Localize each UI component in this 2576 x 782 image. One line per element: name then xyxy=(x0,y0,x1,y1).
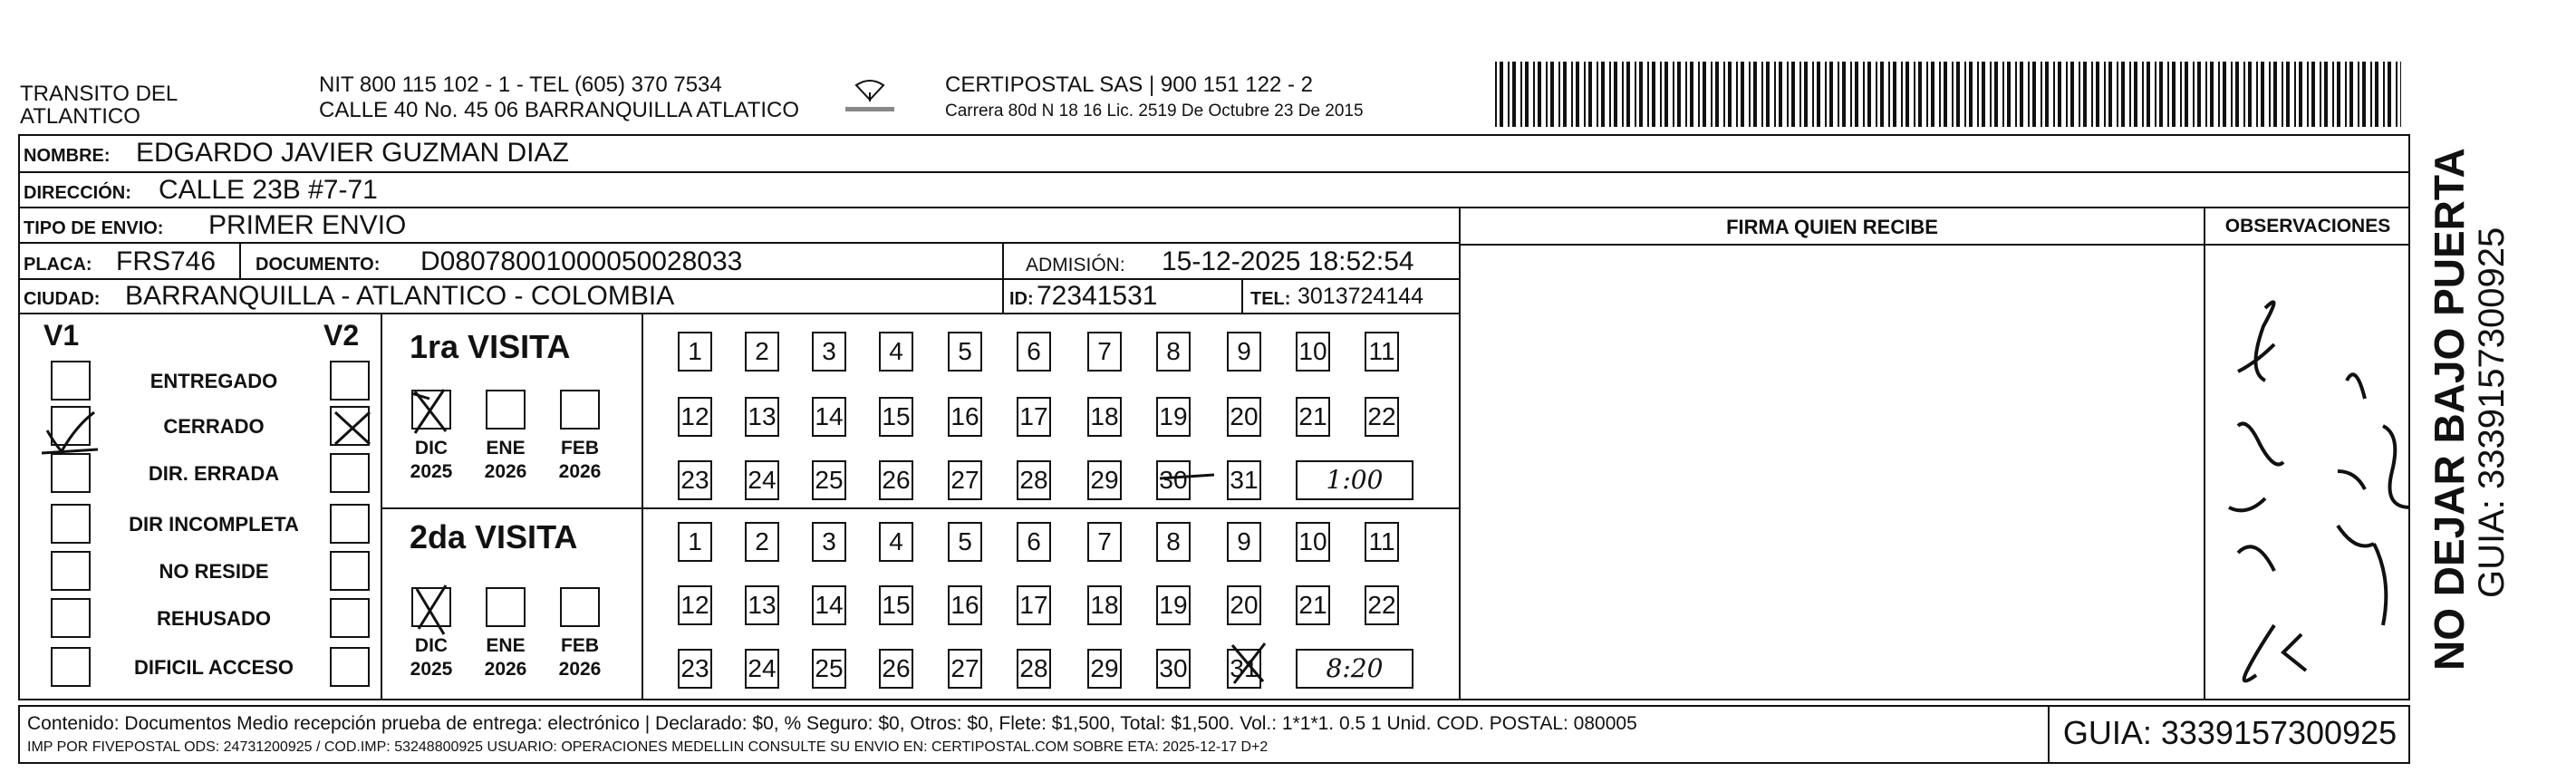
visit2-day-box[interactable]: 23 xyxy=(678,649,712,689)
status-label: NO RESIDE xyxy=(159,560,269,583)
visit1-day-box[interactable]: 18 xyxy=(1087,397,1122,437)
visit2-day-box[interactable]: 27 xyxy=(948,649,982,689)
visit2-day-box[interactable]: 25 xyxy=(812,649,846,689)
visit1-day-box[interactable]: 27 xyxy=(948,460,982,500)
visit1-day-box[interactable]: 3 xyxy=(812,332,846,372)
admission-label: ADMISIÓN: xyxy=(1026,255,1125,275)
admission-value: 15-12-2025 18:52:54 xyxy=(1162,246,1414,276)
visit2-day-box[interactable]: 5 xyxy=(948,522,982,562)
visit1-day-box[interactable]: 7 xyxy=(1087,332,1122,372)
visit1-day-box[interactable]: 23 xyxy=(678,460,712,500)
tel-value: 3013724144 xyxy=(1298,284,1424,309)
visit1-day-box[interactable]: 10 xyxy=(1296,332,1330,372)
visit2-day-box[interactable]: 4 xyxy=(879,522,913,562)
visit1-day-box[interactable]: 9 xyxy=(1227,332,1261,372)
id-value: 72341531 xyxy=(1037,281,1158,311)
visit1-month-label: ENE xyxy=(486,438,526,459)
visit1-time-note[interactable]: 1:00 xyxy=(1296,460,1413,500)
license-line: Carrera 80d N 18 16 Lic. 2519 De Octubre 23 De 2015 xyxy=(945,101,1364,121)
city-value: BARRANQUILLA - ATLANTICO - COLOMBIA xyxy=(125,281,675,311)
visit2-day-box[interactable]: 11 xyxy=(1365,522,1399,562)
visit1-day-box[interactable]: 16 xyxy=(948,397,982,437)
visit2-day-box[interactable]: 3 xyxy=(812,522,846,562)
visit2-day-box[interactable]: 2 xyxy=(745,522,779,562)
name-value: EDGARDO JAVIER GUZMAN DIAZ xyxy=(136,138,569,168)
tel-label: TEL: xyxy=(1250,289,1291,309)
address-value: CALLE 23B #7-71 xyxy=(159,175,378,205)
visit1-day-box[interactable]: 30 xyxy=(1156,460,1191,500)
visit1-day-box[interactable]: 17 xyxy=(1017,397,1051,437)
visit2-month-year: 2026 xyxy=(484,659,527,680)
org-name-line2: ATLANTICO xyxy=(20,104,140,129)
status-label: DIFICIL ACCESO xyxy=(133,656,294,679)
visit2-day-box[interactable]: 12 xyxy=(678,585,712,625)
v1-label: V1 xyxy=(43,319,80,352)
document-value: D08078001000050028033 xyxy=(420,246,743,276)
visit1-day-box[interactable]: 13 xyxy=(745,397,779,437)
send-type-value: PRIMER ENVIO xyxy=(208,210,407,240)
visit2-day-box[interactable]: 10 xyxy=(1296,522,1330,562)
side-warning: NO DEJAR BAJO PUERTA xyxy=(2426,148,2473,671)
visit2-day-box[interactable]: 24 xyxy=(745,649,779,689)
visit1-day-box[interactable]: 20 xyxy=(1227,397,1261,437)
visit2-day-box[interactable]: 21 xyxy=(1296,585,1330,625)
visit2-day-box[interactable]: 8 xyxy=(1156,522,1191,562)
visit2-day-box[interactable]: 22 xyxy=(1365,585,1399,625)
visit1-day-box[interactable]: 21 xyxy=(1296,397,1330,437)
visit2-month-label: FEB xyxy=(561,635,599,656)
footer-content-line: Contenido: Documentos Medio recepción prueba de entrega: electrónico | Declarado: $0, % Seguro: $0, Otros: $0, Flete: $1,500, Total: $1,500. Vol.: 1*1*1. 0.5 1 Unid. COD. POSTAL: 080005 xyxy=(27,713,1637,734)
visit1-day-box[interactable]: 19 xyxy=(1156,397,1191,437)
signature-header: FIRMA QUIEN RECIBE xyxy=(1726,216,1938,238)
address-label: DIRECCIÓN: xyxy=(24,183,131,203)
visit2-day-box[interactable]: 18 xyxy=(1087,585,1122,625)
observations-header: OBSERVACIONES xyxy=(2224,216,2391,237)
visit1-day-box[interactable]: 28 xyxy=(1017,460,1051,500)
visit1-day-box[interactable]: 11 xyxy=(1365,332,1399,372)
status-label: REHUSADO xyxy=(157,607,271,630)
visit2-day-box[interactable]: 6 xyxy=(1017,522,1051,562)
visit1-day-box[interactable]: 15 xyxy=(879,397,913,437)
city-label: CIUDAD: xyxy=(24,289,101,309)
visit2-day-box[interactable]: 14 xyxy=(812,585,846,625)
visit1-day-box[interactable]: 8 xyxy=(1156,332,1191,372)
visit2-day-box[interactable]: 29 xyxy=(1087,649,1122,689)
footer-guia: GUIA: 3339157300925 xyxy=(2062,714,2398,751)
visit2-day-box[interactable]: 9 xyxy=(1227,522,1261,562)
plate-label: PLACA: xyxy=(24,255,92,275)
visit2-month-year: 2026 xyxy=(558,659,602,680)
visit1-day-box[interactable]: 26 xyxy=(879,460,913,500)
visit2-day-box[interactable]: 16 xyxy=(948,585,982,625)
visit2-day-box[interactable]: 20 xyxy=(1227,585,1261,625)
visit1-day-box[interactable]: 31 xyxy=(1227,460,1261,500)
visit2-day-box[interactable]: 30 xyxy=(1156,649,1191,689)
document-label: DOCUMENTO: xyxy=(256,255,381,275)
visit2-day-box[interactable]: 19 xyxy=(1156,585,1191,625)
visit2-day-box[interactable]: 31 xyxy=(1227,649,1261,689)
status-label: CERRADO xyxy=(163,415,265,438)
visit1-month-year: 2025 xyxy=(410,461,453,482)
id-label: ID: xyxy=(1009,289,1034,309)
visit2-day-box[interactable]: 17 xyxy=(1017,585,1051,625)
visit1-day-box[interactable]: 24 xyxy=(745,460,779,500)
send-type-label: TIPO DE ENVIO: xyxy=(24,218,164,238)
visit2-month-label: DIC xyxy=(414,635,449,656)
visit1-day-box[interactable]: 4 xyxy=(879,332,913,372)
org-name-line1: TRANSITO DEL xyxy=(20,82,178,106)
visit1-title: 1ra VISITA xyxy=(410,328,571,365)
visit1-month-label: DIC xyxy=(414,438,449,459)
side-guia: GUIA: 3339157300925 xyxy=(2472,227,2512,598)
visit1-day-box[interactable]: 12 xyxy=(678,397,712,437)
plate-value: FRS746 xyxy=(116,246,217,276)
visit1-day-box[interactable]: 5 xyxy=(948,332,982,372)
visit2-title: 2da VISITA xyxy=(410,518,578,555)
visit1-day-box[interactable]: 1 xyxy=(678,332,712,372)
visit2-day-box[interactable]: 13 xyxy=(745,585,779,625)
status-label: ENTREGADO xyxy=(150,370,278,392)
visit2-time-note[interactable]: 8:20 xyxy=(1296,649,1413,689)
visit1-day-box[interactable]: 2 xyxy=(745,332,779,372)
visit1-day-box[interactable]: 22 xyxy=(1365,397,1399,437)
status-label: DIR. ERRADA xyxy=(148,462,280,485)
visit2-day-box[interactable]: 1 xyxy=(678,522,712,562)
visit1-month-year: 2026 xyxy=(484,461,527,482)
visit2-day-box[interactable]: 26 xyxy=(879,649,913,689)
visit2-day-box[interactable]: 7 xyxy=(1087,522,1122,562)
visit1-day-box[interactable]: 29 xyxy=(1087,460,1122,500)
visit2-day-box[interactable]: 15 xyxy=(879,585,913,625)
visit1-day-box[interactable]: 14 xyxy=(812,397,846,437)
name-label: NOMBRE: xyxy=(24,146,111,166)
visit1-day-box[interactable]: 6 xyxy=(1017,332,1051,372)
status-label: DIR INCOMPLETA xyxy=(129,513,299,536)
visit2-day-box[interactable]: 28 xyxy=(1017,649,1051,689)
visit2-month-year: 2025 xyxy=(410,659,453,680)
footer-imp-line: IMP POR FIVEPOSTAL ODS: 24731200925 / COD.IMP: 53248800925 USUARIO: OPERACIONES MEDELLIN CONSULTE SU ENVIO EN: CERTIPOSTAL.COM SOBRE ETA: 2025-12-17 D+2 xyxy=(27,739,1269,755)
nit-line: NIT 800 115 102 - 1 - TEL (605) 370 7534 xyxy=(319,72,722,97)
address-line: CALLE 40 No. 45 06 BARRANQUILLA ATLATICO xyxy=(319,98,800,122)
v2-label: V2 xyxy=(323,319,360,352)
visit1-month-label: FEB xyxy=(561,438,599,459)
visit2-month-label: ENE xyxy=(486,635,526,656)
visit1-day-box[interactable]: 25 xyxy=(812,460,846,500)
visit1-month-year: 2026 xyxy=(558,461,602,482)
courier-line: CERTIPOSTAL SAS | 900 151 122 - 2 xyxy=(945,72,1313,97)
